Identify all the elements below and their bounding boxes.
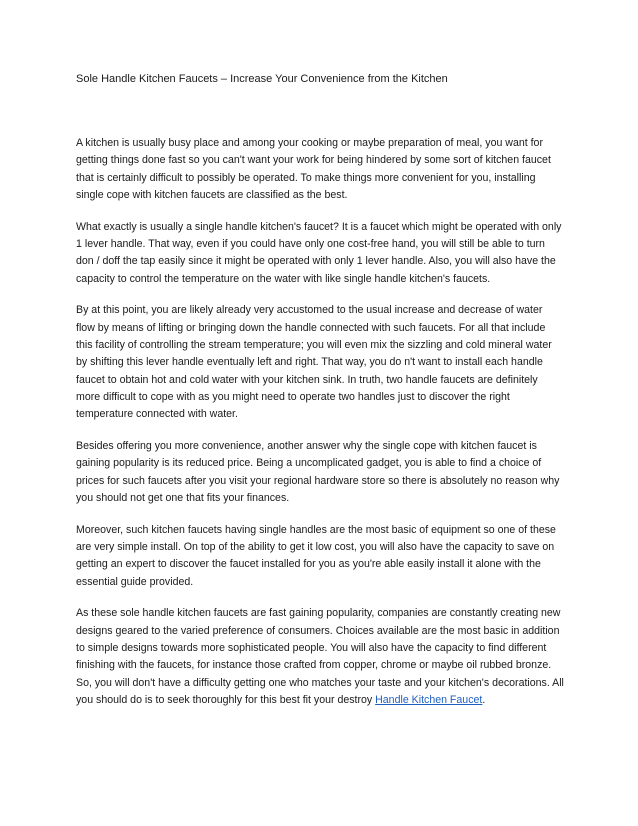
paragraph: What exactly is usually a single handle kitchen's faucet? It is a faucet which might be operated with only 1 lever handle. That way, even if you could have only one cost-free hand, you will still be able to turn don / doff the tap easily since it might be operated with only 1 lever handle. Also, you will also have the capacity to control the temperature on the water with like single handle kitchen's faucets. xyxy=(76,220,562,285)
paragraph: Moreover, such kitchen faucets having single handles are the most basic of equipment so one of these are very simple install. On top of the ability to get it low cost, you will also have the capacity to save on getting an expert to discover the faucet installed for you as you're able easily install it alone with the essential guide provided. xyxy=(76,523,556,588)
page-title: Sole Handle Kitchen Faucets – Increase Your Convenience from the Kitchen xyxy=(76,73,448,85)
paragraph-last-text: As these sole handle kitchen faucets are fast gaining popularity, companies are constantly creating new designs geared to the varied preference of consumers. Choices available are the most basic in addition to simple designs towards more sophisticated people. You will also have the capacity to find different finishing with the faucets, for instance those crafted from copper, chrome or maybe oil rubbed bronze. So, you will don't have a difficulty getting one who matches your taste and your kitchen's decorations. All you should do is to seek thoroughly for this best fit your destroy xyxy=(76,607,564,706)
paragraph-last-trailing: . xyxy=(482,693,486,706)
paragraph: By at this point, you are likely already very accustomed to the usual increase and decrease of water flow by means of lifting or bringing down the handle connected with such faucets. For all that include this facility of controlling the stream temperature; you will even mix the sizzling and cold mineral water by shifting this lever handle eventually left and right. That way, you do n't want to install each handle faucet to obtain hot and cold water with your kitchen sink. In truth, two handle faucets are definitely more difficult to cope with as you might need to operate two handles just to discover the right temperature connected with water. xyxy=(76,304,552,421)
paragraph-last xyxy=(76,605,564,709)
paragraph: A kitchen is usually busy place and among your cooking or maybe preparation of meal, you want for getting things done fast so you can't want your work for being hindered by some sort of kitchen faucet that is certainly difficult to possibly be operated. To make things more convenient for you, installing single cope with kitchen faucets are classified as the best. xyxy=(76,137,551,201)
document-body xyxy=(76,135,564,724)
paragraph: Besides offering you more convenience, another answer why the single cope with kitchen faucet is gaining popularity is its reduced price. Being a uncomplicated gadget, you is able to find a choice of prices for such faucets after you visit your regional hardware store so there is absolutely no reason why you should not get one that fits your finances. xyxy=(76,439,560,504)
handle-kitchen-faucet-link[interactable]: Handle Kitchen Faucet xyxy=(375,693,483,706)
